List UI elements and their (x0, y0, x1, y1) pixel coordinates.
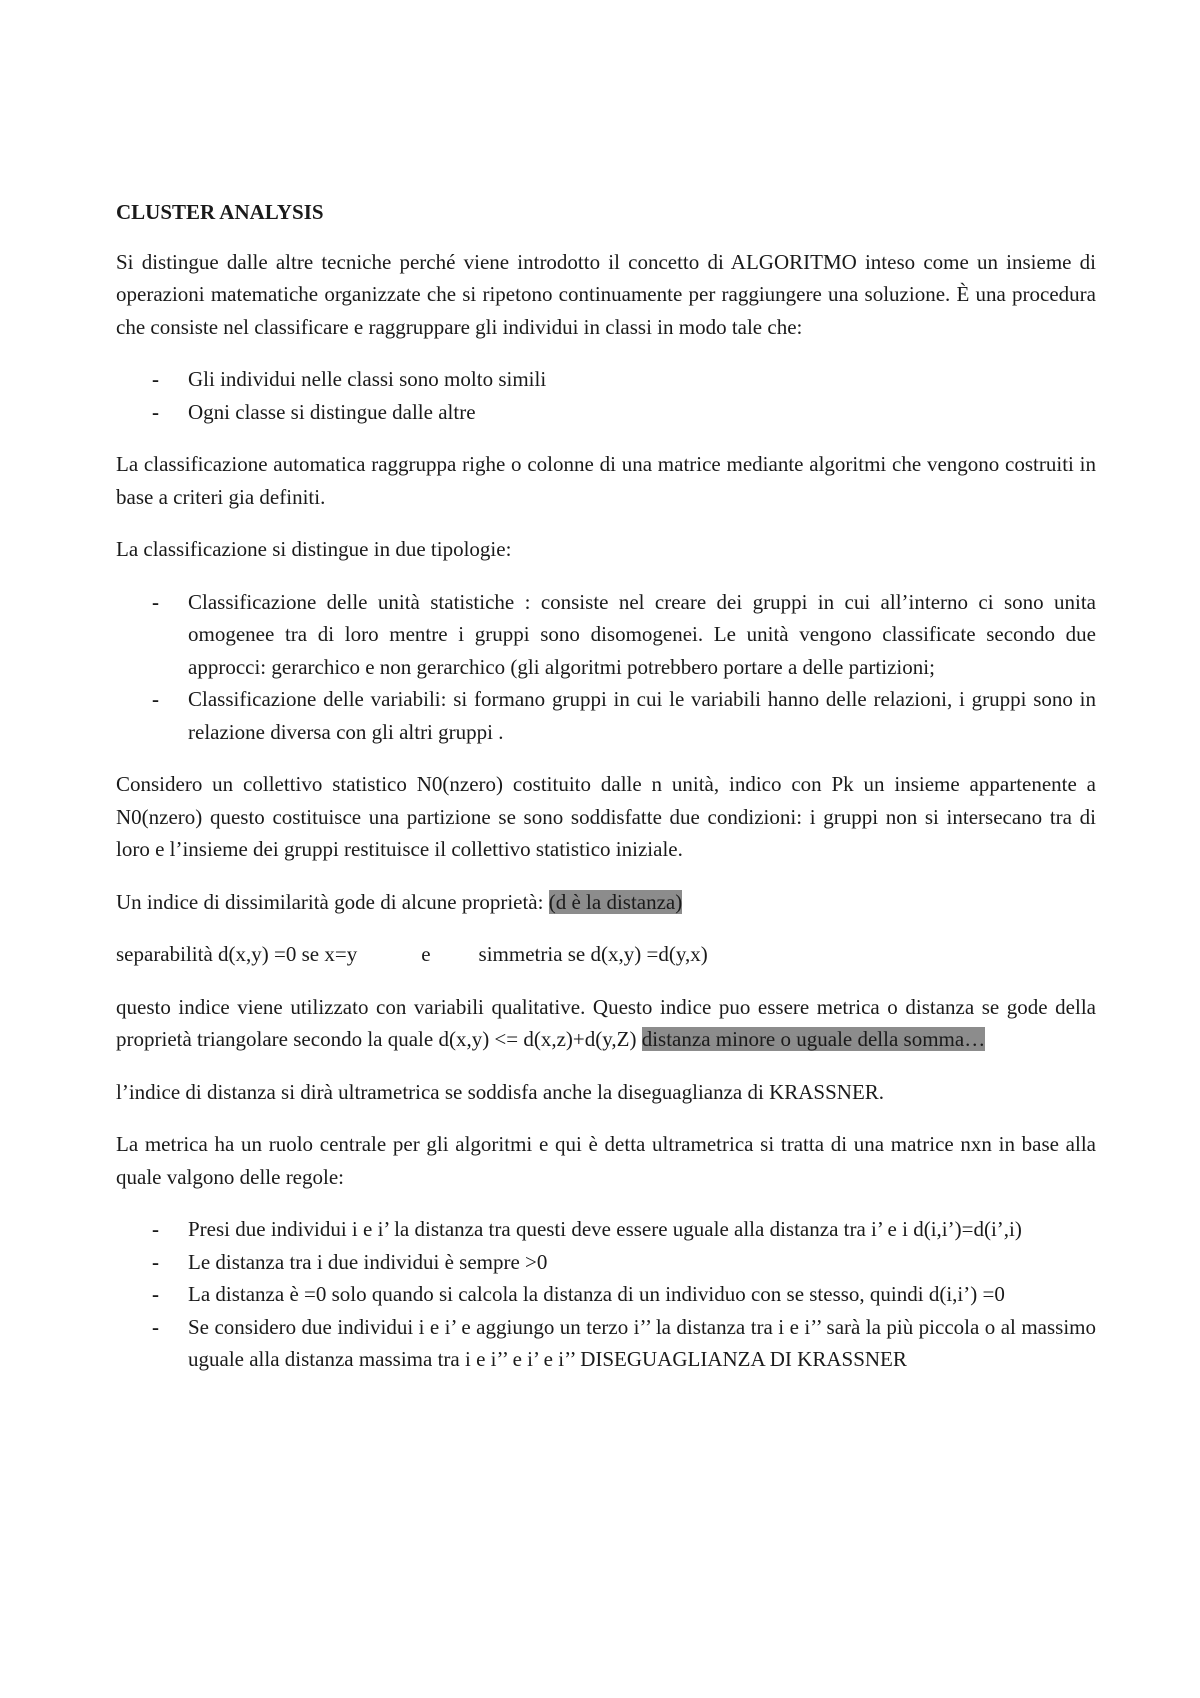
highlight-distance-note: (d è la distanza) (548, 889, 683, 914)
list-rules (116, 1213, 1096, 1376)
paragraph-partition: Considero un collettivo statistico N0(nzero) costituito dalle n unità, indico con Pk un insieme appartenente a N0(nzero) questo costituisce una partizione se sono soddisfatte due condizioni: i gruppi non si intersecano tra di loro e l’insieme dei gruppi restituisce il collettivo statistico iniziale. (116, 772, 1096, 861)
list-item: - Se considero due individui i e i’ e aggiungo un terzo i’’ la distanza tra i e i’’ sarà la più piccola o al massimo uguale alla distanza massima tra i e i’’ e i’ e i’’ DISEGUAGLIANZA DI KRASSNER (188, 1311, 1096, 1376)
property-conjunction: e (421, 942, 431, 966)
paragraph-metric-role: La metrica ha un ruolo centrale per gli algoritmi e qui è detta ultrametrica si tratta di una matrice nxn in base alla quale valgono delle regole: (116, 1132, 1096, 1189)
separability-property: separabilità d(x,y) =0 se x=y (116, 942, 358, 966)
paragraph-metric (116, 991, 1096, 1056)
paragraph-intro: Si distingue dalle altre tecniche perché viene introdotto il concetto di ALGORITMO inteso come un insieme di operazioni matematiche organizzate che si ripetono continuamente per raggiungere una soluzione. È una procedura che consiste nel classificare e raggruppare gli individui in classi in modo tale che: (116, 249, 1096, 339)
paragraph-properties (116, 938, 1096, 971)
paragraph-typologies: La classificazione si distingue in due tipologie: (116, 537, 512, 561)
highlight-triangle-note: distanza minore o uguale della somma… (641, 1027, 986, 1051)
symmetry-property: simmetria se d(x,y) =d(y,x) (478, 942, 708, 966)
paragraph-automatic-classification: La classificazione automatica raggruppa righe o colonne di una matrice mediante algoritmi che vengono costruiti in base a criteri gia definiti. (116, 452, 1096, 509)
list-item: - Classificazione delle variabili: si formano gruppi in cui le variabili hanno delle relazioni, i gruppi sono in relazione diversa con gli altri gruppi . (188, 683, 1096, 748)
list-item: - Presi due individui i e i’ la distanza tra questi deve essere uguale alla distanza tra i’ e i d(i,i’)=d(i’,i) (188, 1213, 1096, 1246)
paragraph-ultrametric: l’indice di distanza si dirà ultrametrica se soddisfa anche la diseguaglianza di KRASSNER. (116, 1079, 885, 1104)
list-item: - Le distanza tra i due individui è sempre >0 (188, 1246, 1096, 1279)
document-title: CLUSTER ANALYSIS (116, 200, 324, 224)
list-class-properties (116, 363, 1096, 428)
dissimilarity-text: Un indice di dissimilarità gode di alcune proprietà: (116, 889, 549, 914)
list-typologies (116, 586, 1096, 749)
list-item: - Gli individui nelle classi sono molto simili (188, 363, 1096, 396)
paragraph-dissimilarity (116, 886, 1096, 919)
list-item: - Classificazione delle unità statistiche : consiste nel creare dei gruppi in cui all’interno ci sono unita omogenee tra di loro mentre i gruppi sono disomogenei. Le unità vengono classificate secondo due approcci: gerarchico e non gerarchico (gli algoritmi potrebbero portare a delle partizioni; (188, 586, 1096, 684)
list-item: - La distanza è =0 solo quando si calcola la distanza di un individuo con se stesso, quindi d(i,i’) =0 (188, 1278, 1096, 1311)
metric-text: questo indice viene utilizzato con variabili qualitative. Questo indice puo essere metrica o distanza se gode della proprietà triangolare secondo la quale d(x,y) <= d(x,z)+d(y,Z) (116, 994, 1096, 1051)
list-item: - Ogni classe si distingue dalle altre (188, 396, 1096, 429)
